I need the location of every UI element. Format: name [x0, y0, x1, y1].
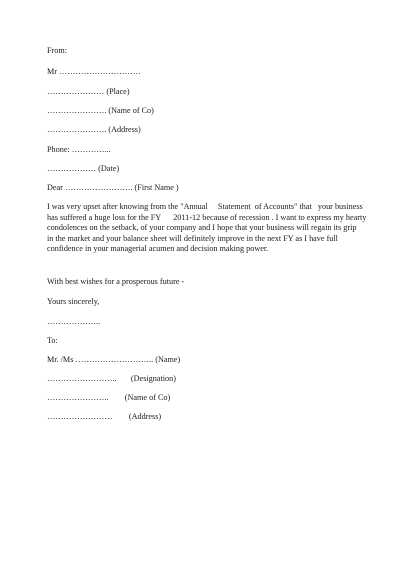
- from-label: From:: [47, 46, 68, 55]
- sender-phone-line: Phone: …………...: [47, 145, 111, 154]
- recipient-designation-line: …………………….. (Designation): [47, 374, 176, 383]
- body-line: in the market and your balance sheet will definitely improve in the next FY as I have full: [47, 233, 338, 243]
- to-label: To:: [47, 336, 58, 345]
- body-line: has suffered a huge loss for the FY 2011-12 because of recession . I want to express my hearty: [47, 212, 367, 222]
- closing-wishes: With best wishes for a prosperous future -: [47, 277, 185, 286]
- body-line: I was very upset after knowing from the "Annual Statement of Accounts" that your business: [47, 202, 363, 211]
- body-line: condolences on the setback, of your company and I hope that your business will regain its grip: [47, 223, 357, 233]
- closing-yours-sincerely: Yours sincerely,: [47, 297, 100, 306]
- recipient-address-line: …………………… (Address): [47, 412, 162, 421]
- sender-mr-line: Mr …………………………: [47, 67, 141, 76]
- letter-body: [47, 202, 367, 255]
- recipient-name-of-co-line: ………………….. (Name of Co): [47, 393, 171, 402]
- sender-place-line: ………………… (Place): [47, 87, 130, 96]
- signature-line: ………………..: [47, 317, 101, 326]
- recipient-name-line: Mr. /Ms ……………………….. (Name): [47, 355, 181, 364]
- body-line: confidence in your managerial acumen and decision making power.: [47, 244, 269, 254]
- sender-name-of-co-line: …………………. (Name of Co): [47, 106, 154, 115]
- sender-address-line: …………………. (Address): [47, 125, 141, 134]
- salutation: Dear ……………………. (First Name ): [47, 183, 179, 192]
- date-line: ……………… (Date): [47, 164, 120, 173]
